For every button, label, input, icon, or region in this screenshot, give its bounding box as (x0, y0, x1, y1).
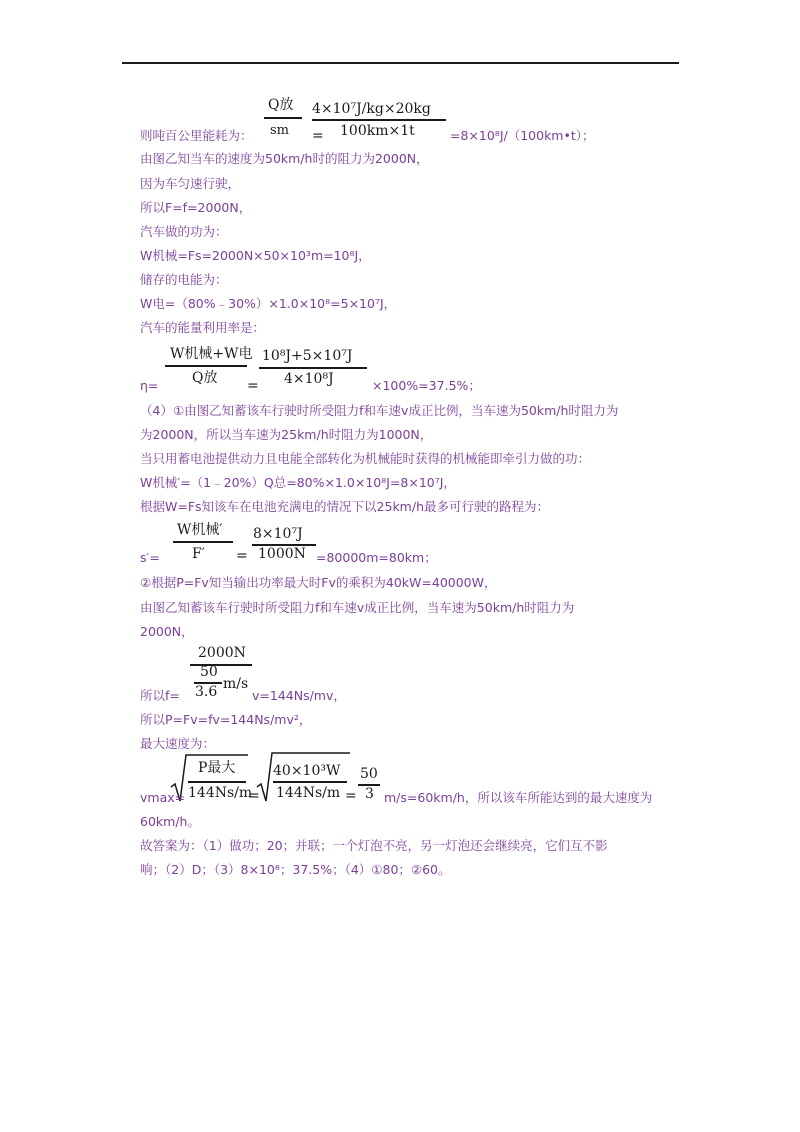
f-fraction-numerator: 2000N (198, 645, 246, 661)
s-fraction2-denominator: 1000N (258, 546, 306, 562)
text-line: 根据W=Fs知该车在电池充满电的情况下以25km/h最多可行驶的路程为： (140, 499, 549, 514)
q-fraction-denominator: sm (270, 123, 289, 138)
text-line: W电=（80%﹣30%）×1.0×10⁸=5×10⁷J， (140, 296, 397, 311)
text-line: 由图乙知蓄该车行驶时所受阻力f和车速v成正比例，当车速为50km/h时阻力为 (140, 600, 575, 615)
f-unit: m/s (223, 676, 249, 692)
text-line: 汽车做的功为： (140, 224, 228, 239)
text-eta-prefix: η= (140, 378, 159, 393)
eta-fraction2-bar (259, 367, 367, 369)
text-v-prefix: vmax= (140, 790, 186, 805)
q-fraction-numerator: Q放 (268, 97, 294, 113)
v-fraction-denominator: 144Ns/m (188, 785, 253, 801)
text-line: 60km/h。 (140, 814, 200, 829)
text-line: 当只用蓄电池提供动力且电能全部转化为机械能时获得的机械能即牵引力做的功： (140, 451, 591, 466)
text-s-result: =80000m=80km； (316, 550, 437, 565)
eta-fraction-denominator: Q放 (192, 370, 218, 386)
text-f-result: v=144Ns/mv， (252, 688, 346, 703)
text-line: 所以F=f=2000N， (140, 200, 252, 215)
v-fraction2-bar (273, 781, 347, 783)
v-fraction3-numerator: 50 (360, 766, 378, 782)
v-fraction3-denominator: 3 (365, 786, 374, 802)
v-fraction-bar (188, 781, 246, 783)
text-line: 2000N， (140, 624, 194, 639)
v-equals-1: = (248, 788, 260, 804)
eta-fraction2-numerator: 10⁸J+5×10⁷J (262, 348, 353, 364)
text-q-prefix: 则吨百公里能耗为： (140, 128, 253, 143)
text-line: 为2000N，所以当车速为25km/h时阻力为1000N， (140, 427, 433, 442)
text-eta-result: ×100%=37.5%； (372, 378, 481, 393)
text-line: ②根据P=Fv知当输出功率最大时Fv的乘积为40kW=40000W， (140, 575, 497, 590)
v-fraction-numerator: P最大 (198, 760, 236, 776)
q-fraction2-denominator: 100km×1t (340, 123, 415, 139)
text-line: （4）①由图乙知蓄该车行驶时所受阻力f和车速v成正比例，当车速为50km/h时阻力为 (140, 403, 619, 418)
text-line: W机械=Fs=2000N×50×10³m=10⁸J， (140, 248, 371, 263)
s-fraction-numerator: W机械′ (177, 522, 223, 538)
q-fraction2-numerator: 4×10⁷J/kg×20kg (312, 101, 431, 117)
answer-line: 响；（2）D；（3）8×10⁸；37.5%；（4）①80；②60。 (140, 862, 451, 877)
s-fraction-bar (173, 541, 233, 543)
answer-line: 故答案为：（1）做功；20；并联；一个灯泡不亮，另一灯泡还会继续亮，它们互不影 (140, 838, 608, 853)
text-line: W机械′=（1﹣20%）Q总=80%×1.0×10⁸J=8×10⁷J， (140, 475, 456, 490)
header-rule (122, 62, 679, 64)
text-line: 因为车匀速行驶， (140, 176, 241, 191)
f-inner-numerator: 50 (200, 664, 218, 680)
text-line: 所以P=Fv=fv=144Ns/mv²， (140, 712, 312, 727)
v-fraction2-numerator: 40×10³W (273, 763, 341, 779)
q-fraction2-bar (312, 119, 446, 121)
s-fraction2-numerator: 8×10⁷J (253, 526, 303, 542)
eta-fraction-numerator: W机械+W电 (170, 346, 253, 362)
q-fraction-bar (264, 117, 302, 119)
text-s-prefix: s′= (140, 550, 160, 565)
text-q-result: =8×10⁸J/（100km•t）； (450, 128, 595, 143)
text-line: 由图乙知当车的速度为50km/h时的阻力为2000N， (140, 151, 429, 166)
eta-equals: = (247, 378, 259, 394)
s-fraction-denominator: F′ (192, 546, 205, 562)
v-equals-2: = (345, 788, 357, 804)
text-f-prefix: 所以f= (140, 688, 180, 703)
text-line: 储存的电能为： (140, 272, 228, 287)
text-line: 最大速度为： (140, 736, 216, 751)
s-equals: = (236, 548, 248, 564)
q-equals: = (312, 128, 324, 144)
text-line: 汽车的能量利用率是： (140, 320, 266, 335)
eta-fraction2-denominator: 4×10⁸J (284, 371, 334, 387)
text-v-result: m/s=60km/h，所以该车所能达到的最大速度为 (384, 790, 653, 805)
v-fraction2-denominator: 144Ns/m (276, 785, 341, 801)
f-inner-denominator: 3.6 (195, 684, 218, 700)
eta-fraction-bar (165, 365, 247, 367)
